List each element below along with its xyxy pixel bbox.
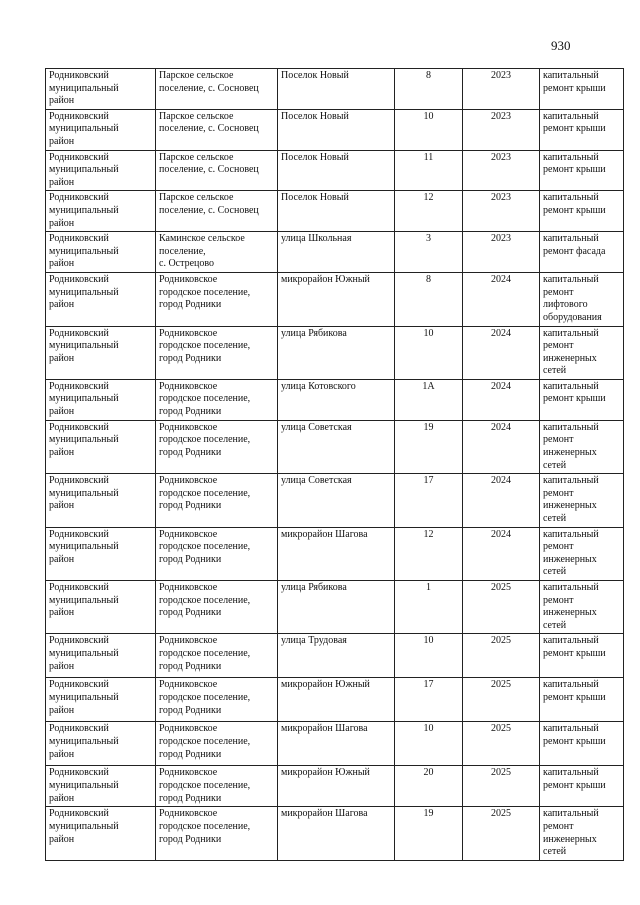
settlement-cell: Родниковское городское поселение, город Родники — [156, 273, 278, 326]
street-cell: микрорайон Шагова — [278, 807, 395, 861]
district-cell: Родниковский муниципальный район — [46, 109, 156, 150]
settlement-cell: Парское сельское поселение, с. Сосновец — [156, 69, 278, 110]
work-type-cell: капитальный ремонт крыши — [540, 69, 624, 110]
street-cell: Поселок Новый — [278, 69, 395, 110]
work-type-cell: капитальный ремонт инженерных сетей — [540, 420, 624, 473]
district-cell: Родниковский муниципальный район — [46, 722, 156, 766]
year-cell: 2024 — [463, 273, 540, 326]
table-row — [46, 766, 624, 807]
year-cell: 2025 — [463, 678, 540, 722]
year-cell: 2023 — [463, 69, 540, 110]
work-type-cell: капитальный ремонт фасада — [540, 232, 624, 273]
year-cell: 2025 — [463, 722, 540, 766]
table-row — [46, 474, 624, 527]
year-cell: 2025 — [463, 634, 540, 678]
settlement-cell: Каминское сельское поселение, с. Острецово — [156, 232, 278, 273]
year-cell: 2023 — [463, 232, 540, 273]
street-cell: улица Рябикова — [278, 581, 395, 634]
table-row — [46, 581, 624, 634]
settlement-cell: Родниковское городское поселение, город Родники — [156, 379, 278, 420]
work-type-cell: капитальный ремонт крыши — [540, 150, 624, 191]
settlement-cell: Родниковское городское поселение, город Родники — [156, 807, 278, 861]
page-number: 930 — [551, 38, 571, 53]
street-cell: микрорайон Южный — [278, 766, 395, 807]
district-cell: Родниковский муниципальный район — [46, 634, 156, 678]
district-cell: Родниковский муниципальный район — [46, 273, 156, 326]
house-number-cell: 8 — [395, 273, 463, 326]
table-row — [46, 807, 624, 861]
settlement-cell: Родниковское городское поселение, город Родники — [156, 420, 278, 473]
house-number-cell: 3 — [395, 232, 463, 273]
work-type-cell: капитальный ремонт инженерных сетей — [540, 474, 624, 527]
settlement-cell: Родниковское городское поселение, город Родники — [156, 678, 278, 722]
settlement-cell: Родниковское городское поселение, город Родники — [156, 581, 278, 634]
table-row — [46, 678, 624, 722]
year-cell: 2023 — [463, 191, 540, 232]
district-cell: Родниковский муниципальный район — [46, 807, 156, 861]
district-cell: Родниковский муниципальный район — [46, 326, 156, 379]
street-cell: улица Котовского — [278, 379, 395, 420]
table-row — [46, 109, 624, 150]
house-number-cell: 20 — [395, 766, 463, 807]
table-row — [46, 634, 624, 678]
district-cell: Родниковский муниципальный район — [46, 527, 156, 580]
table-row — [46, 527, 624, 580]
settlement-cell: Парское сельское поселение, с. Сосновец — [156, 191, 278, 232]
table-row — [46, 150, 624, 191]
work-type-cell: капитальный ремонт лифтового оборудования — [540, 273, 624, 326]
table-row — [46, 722, 624, 766]
house-number-cell: 17 — [395, 678, 463, 722]
repair-schedule-table — [45, 68, 624, 861]
house-number-cell: 19 — [395, 420, 463, 473]
settlement-cell: Родниковское городское поселение, город Родники — [156, 722, 278, 766]
table-row — [46, 379, 624, 420]
street-cell: улица Трудовая — [278, 634, 395, 678]
year-cell: 2024 — [463, 379, 540, 420]
street-cell: улица Советская — [278, 420, 395, 473]
district-cell: Родниковский муниципальный район — [46, 379, 156, 420]
house-number-cell: 1А — [395, 379, 463, 420]
work-type-cell: капитальный ремонт инженерных сетей — [540, 807, 624, 861]
settlement-cell: Родниковское городское поселение, город Родники — [156, 527, 278, 580]
year-cell: 2023 — [463, 150, 540, 191]
house-number-cell: 10 — [395, 722, 463, 766]
table-row — [46, 420, 624, 473]
house-number-cell: 1 — [395, 581, 463, 634]
district-cell: Родниковский муниципальный район — [46, 232, 156, 273]
table-row — [46, 273, 624, 326]
district-cell: Родниковский муниципальный район — [46, 474, 156, 527]
street-cell: улица Советская — [278, 474, 395, 527]
year-cell: 2025 — [463, 807, 540, 861]
year-cell: 2024 — [463, 420, 540, 473]
table-row — [46, 191, 624, 232]
street-cell: микрорайон Шагова — [278, 722, 395, 766]
work-type-cell: капитальный ремонт крыши — [540, 722, 624, 766]
work-type-cell: капитальный ремонт крыши — [540, 109, 624, 150]
district-cell: Родниковский муниципальный район — [46, 69, 156, 110]
house-number-cell: 11 — [395, 150, 463, 191]
work-type-cell: капитальный ремонт крыши — [540, 634, 624, 678]
house-number-cell: 10 — [395, 109, 463, 150]
settlement-cell: Парское сельское поселение, с. Сосновец — [156, 150, 278, 191]
street-cell: микрорайон Южный — [278, 678, 395, 722]
work-type-cell: капитальный ремонт инженерных сетей — [540, 326, 624, 379]
house-number-cell: 8 — [395, 69, 463, 110]
table-row — [46, 69, 624, 110]
street-cell: улица Школьная — [278, 232, 395, 273]
settlement-cell: Парское сельское поселение, с. Сосновец — [156, 109, 278, 150]
district-cell: Родниковский муниципальный район — [46, 420, 156, 473]
settlement-cell: Родниковское городское поселение, город Родники — [156, 326, 278, 379]
year-cell: 2024 — [463, 474, 540, 527]
table-row — [46, 326, 624, 379]
year-cell: 2025 — [463, 581, 540, 634]
street-cell: микрорайон Южный — [278, 273, 395, 326]
street-cell: Поселок Новый — [278, 150, 395, 191]
settlement-cell: Родниковское городское поселение, город Родники — [156, 634, 278, 678]
house-number-cell: 17 — [395, 474, 463, 527]
district-cell: Родниковский муниципальный район — [46, 191, 156, 232]
work-type-cell: капитальный ремонт крыши — [540, 379, 624, 420]
work-type-cell: капитальный ремонт инженерных сетей — [540, 527, 624, 580]
table-body — [46, 69, 624, 861]
year-cell: 2024 — [463, 527, 540, 580]
district-cell: Родниковский муниципальный район — [46, 150, 156, 191]
street-cell: Поселок Новый — [278, 191, 395, 232]
settlement-cell: Родниковское городское поселение, город Родники — [156, 766, 278, 807]
house-number-cell: 10 — [395, 326, 463, 379]
street-cell: улица Рябикова — [278, 326, 395, 379]
year-cell: 2025 — [463, 766, 540, 807]
work-type-cell: капитальный ремонт крыши — [540, 191, 624, 232]
work-type-cell: капитальный ремонт крыши — [540, 766, 624, 807]
house-number-cell: 19 — [395, 807, 463, 861]
work-type-cell: капитальный ремонт инженерных сетей — [540, 581, 624, 634]
work-type-cell: капитальный ремонт крыши — [540, 678, 624, 722]
district-cell: Родниковский муниципальный район — [46, 678, 156, 722]
district-cell: Родниковский муниципальный район — [46, 581, 156, 634]
district-cell: Родниковский муниципальный район — [46, 766, 156, 807]
street-cell: микрорайон Шагова — [278, 527, 395, 580]
house-number-cell: 10 — [395, 634, 463, 678]
year-cell: 2023 — [463, 109, 540, 150]
year-cell: 2024 — [463, 326, 540, 379]
house-number-cell: 12 — [395, 191, 463, 232]
street-cell: Поселок Новый — [278, 109, 395, 150]
house-number-cell: 12 — [395, 527, 463, 580]
table-row — [46, 232, 624, 273]
settlement-cell: Родниковское городское поселение, город Родники — [156, 474, 278, 527]
